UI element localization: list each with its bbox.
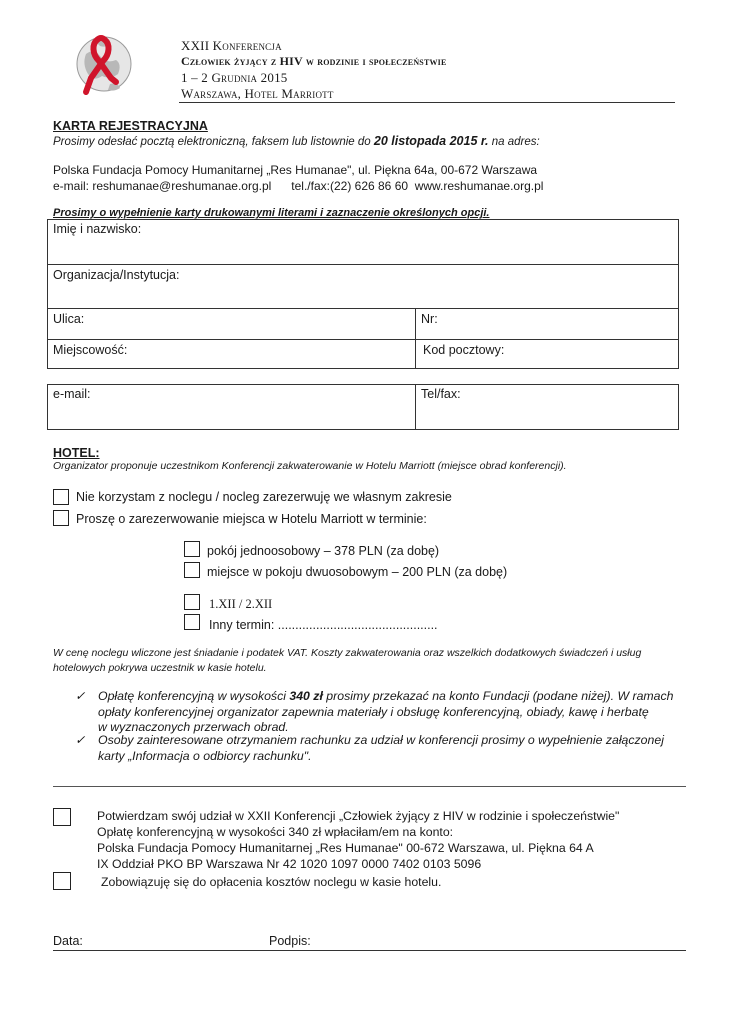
table-row-divider <box>47 264 679 265</box>
single-room-checkbox[interactable] <box>184 541 200 557</box>
table-col-divider <box>415 384 416 430</box>
postcode-field[interactable]: Kod pocztowy: <box>423 343 505 357</box>
accommodation-note: W cenę noclegu wliczone jest śniadanie i podatek VAT. Koszty zakwaterowania oraz wszelkich dodatkowych świadczeń i usług hotelowych pokrywa uczestnik w kasie hotelu. <box>53 647 642 674</box>
double-room-label: miejsce w pokoju dwuosobowym – 200 PLN (za dobę) <box>207 565 508 579</box>
hotel-proposal: Organizator proponuje uczestnikom Konferencji zakwaterowanie w Hotelu Marriott (miejsce obrad konferencji). <box>53 460 567 472</box>
email-field[interactable]: e-mail: <box>53 387 91 401</box>
double-room-checkbox[interactable] <box>184 562 200 578</box>
hotel-reservation-label: Proszę o zarezerwowanie miejsca w Hotelu Marriott w terminie: <box>76 512 427 526</box>
telfax-field[interactable]: Tel/fax: <box>421 387 461 401</box>
organization-field[interactable]: Organizacja/Instytucja: <box>53 268 180 282</box>
foundation-address: Polska Fundacja Pomocy Humanitarnej „Res Humanae", ul. Piękna 64a, 00-672 Warszawa <box>53 163 538 177</box>
check-mark-icon: ✓ <box>75 733 86 747</box>
date-dec1-2-checkbox[interactable] <box>184 594 200 610</box>
footer-line <box>53 950 686 951</box>
header-divider <box>179 102 675 103</box>
street-field[interactable]: Ulica: <box>53 312 85 326</box>
conference-logo <box>66 34 136 100</box>
section-divider <box>53 786 686 787</box>
participation-confirmation: Potwierdzam swój udział w XXII Konferencji „Człowiek żyjący z HIV w rodzinie i społeczeństwie" Opłatę konferencyjną w wysokości 340 zł wpłaciłam/em na konto: Polska Fundacja Pomocy Humanitarnej „Res Humanae" 00-672 Warszawa, ul. Piękna 64 A IX Oddział PKO BP Warszawa Nr 42 1020 1097 0000 7402 0103 5096 <box>97 809 620 871</box>
table-row-divider <box>47 308 679 309</box>
no-accommodation-label: Nie korzystam z noclegu / nocleg zarezerwuję we własnym zakresie <box>76 490 452 504</box>
conference-title: Człowiek żyjący z HIV w rodzinie i społeczeństwie <box>181 54 447 68</box>
conference-fee-info: Opłatę konferencyjną w wysokości 340 zł prosimy przekazać na konto Fundacji (podane niżej). W ramach opłaty konferencyjnej organizator zapewnia materiały i obsługę konferencyjną, obiady, kawę i herbatę w wyznaczonych przerwach obrad. <box>98 689 674 734</box>
no-accommodation-checkbox[interactable] <box>53 489 69 505</box>
personal-data-table <box>47 219 679 369</box>
fill-instruction: Prosimy o wypełnienie karty drukowanymi literami i zaznaczenie określonych opcji. <box>53 207 490 219</box>
other-date-checkbox[interactable] <box>184 614 200 630</box>
contact-table <box>47 384 679 430</box>
signature-field[interactable]: Podpis: <box>269 934 311 948</box>
conference-dates: 1 – 2 Grudnia 2015 <box>181 70 288 85</box>
conference-venue: Warszawa, Hotel Marriott <box>181 86 334 101</box>
submission-instructions: Prosimy odesłać pocztą elektroniczną, faksem lub listownie do 20 listopada 2015 r. na adres: <box>53 134 540 148</box>
house-number-field[interactable]: Nr: <box>421 312 438 326</box>
registration-card-title: KARTA REJESTRACYJNA <box>53 119 208 133</box>
single-room-label: pokój jednoosobowy – 378 PLN (za dobę) <box>207 544 440 558</box>
city-field[interactable]: Miejscowość: <box>53 343 128 357</box>
hotel-reservation-checkbox[interactable] <box>53 510 69 526</box>
check-mark-icon: ✓ <box>75 689 86 703</box>
name-field[interactable]: Imię i nazwisko: <box>53 222 142 236</box>
foundation-contacts: e-mail: reshumanae@reshumanae.org.pl tel./fax:(22) 626 86 60 www.reshumanae.org.pl <box>53 179 544 193</box>
hotel-cost-checkbox[interactable] <box>53 872 71 890</box>
other-date-field[interactable]: Inny termin: .............................................. <box>209 618 438 632</box>
hotel-section-title: HOTEL: <box>53 446 100 460</box>
date-dec1-2-label: 1.XII / 2.XII <box>209 597 273 611</box>
table-col-divider <box>415 308 416 369</box>
table-row-divider <box>47 339 679 340</box>
conference-number: XXII Konferencja <box>181 38 282 53</box>
invoice-info: Osoby zainteresowane otrzymaniem rachunku za udział w konferencji prosimy o wypełnienie załączonej karty „Informacja o odbiorcy rachunku". <box>98 733 664 763</box>
participation-confirm-checkbox[interactable] <box>53 808 71 826</box>
hotel-cost-commitment: Zobowiązuję się do opłacenia kosztów noclegu w kasie hotelu. <box>101 875 442 889</box>
date-field[interactable]: Data: <box>53 934 83 948</box>
